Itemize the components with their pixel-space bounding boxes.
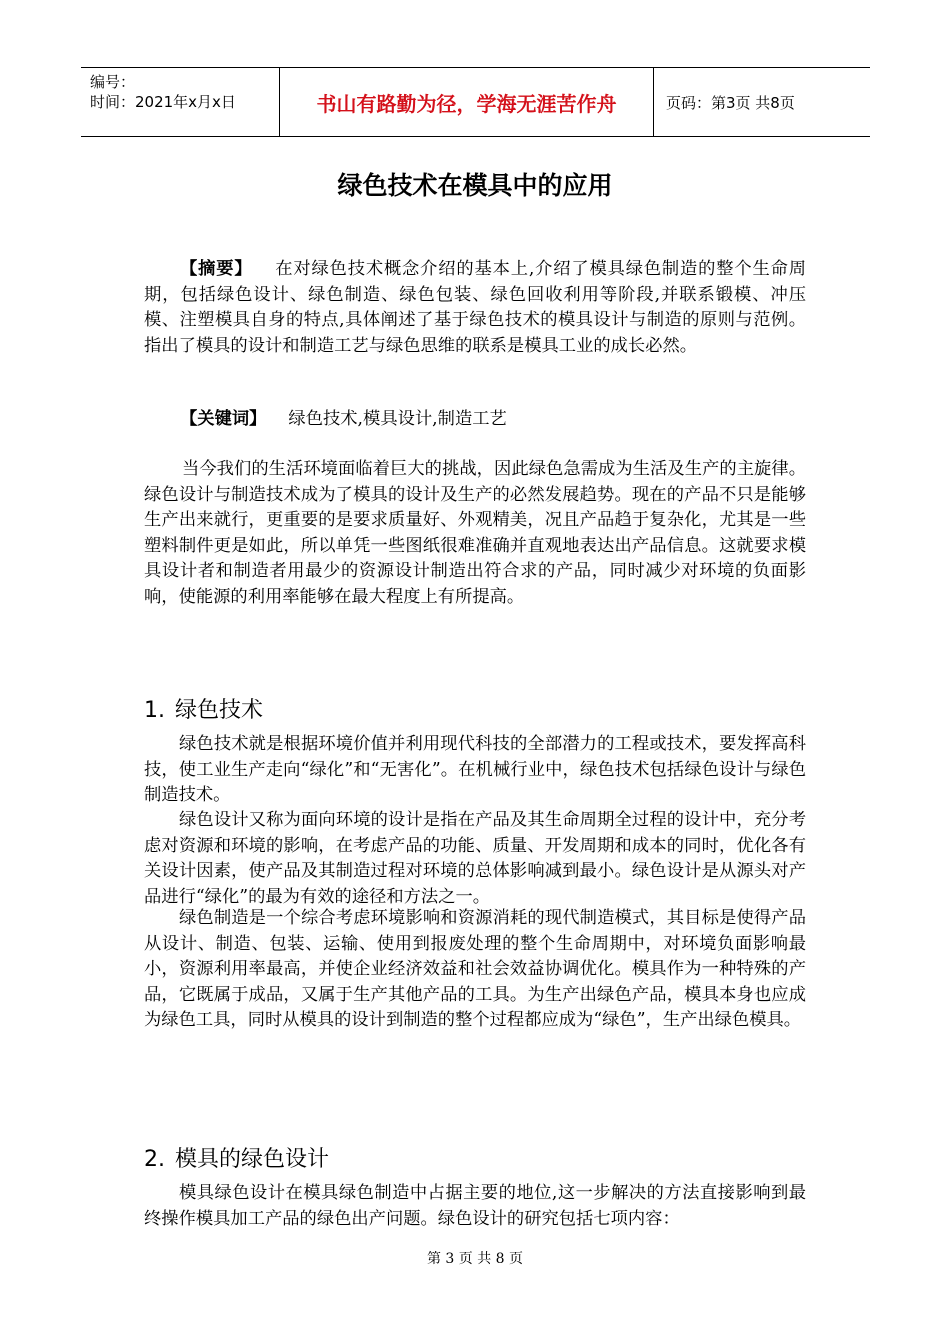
document-title: 绿色技术在模具中的应用 xyxy=(337,171,613,200)
page-header xyxy=(81,67,870,137)
keywords-text: 绿色技术,模具设计,制造工艺 xyxy=(288,409,507,429)
keywords-paragraph xyxy=(144,407,806,433)
abstract-paragraph xyxy=(144,257,806,359)
abstract-text: 在对绿色技术概念介绍的基本上,介绍了模具绿色制造的整个生命周期，包括绿色设计、绿色制造、绿色包装、绿色回收利用等阶段,并联系锻模、冲压模、注塑模具自身的特点,具体阐述了基于绿色技术的模具设计与制造的原则与范例。指出了模具的设计和制造工艺与绿色思维的联系是模具工业的成长必然。 xyxy=(144,259,806,356)
page-footer: 第 3 页 共 8 页 xyxy=(426,1251,524,1267)
header-meta xyxy=(81,68,280,136)
time-label: 时间：2021年x月x日 xyxy=(90,93,236,111)
section-2-title: 模具的绿色设计 xyxy=(175,1147,330,1172)
section-1-paragraph-1: 绿色技术就是根据环境价值并利用现代科技的全部潜力的工程或技术，要发挥高科技，使工业生产走向“绿化”和“无害化”。在机械行业中，绿色技术包括绿色设计与绿色制造技术。 xyxy=(144,734,806,806)
header-motto: 书山有路勤为径，学海无涯苦作舟 xyxy=(280,68,654,136)
section-1-heading xyxy=(144,693,263,724)
number-label: 编号： xyxy=(90,73,136,91)
section-2-paragraph-1: 模具绿色设计在模具绿色制造中占据主要的地位,这一步解决的方法直接影响到最终操作模具加工产品的绿色出产问题。绿色设计的研究包括七项内容： xyxy=(144,1183,806,1229)
section-1-title: 绿色技术 xyxy=(175,698,264,723)
section-2-number: 2. xyxy=(144,1147,165,1172)
intro-paragraph: 当今我们的生活环境面临着巨大的挑战，因此绿色急需成为生活及生产的主旋律。绿色设计与制造技术成为了模具的设计及生产的必然发展趋势。现在的产品不只是能够生产出来就行，更重要的是要求质量好、外观精美，况且产品趋于复杂化，尤其是一些塑料制件更是如此，所以单凭一些图纸很难准确并直观地表达出产品信息。这就要求模具设计者和制造者用最少的资源设计制造出符合求的产品，同时减少对环境的负面影响，使能源的利用率能够在最大程度上有所提高。 xyxy=(144,459,806,607)
section-1-paragraph-2: 绿色设计又称为面向环境的设计是指在产品及其生命周期全过程的设计中，充分考虑对资源和环境的影响，在考虑产品的功能、质量、开发周期和成本的同时，优化各有关设计因素，使产品及其制造过程对环境的总体影响减到最小。绿色设计是从源头对产品进行“绿化”的最为有效的途径和方法之一。 xyxy=(144,810,806,907)
header-page-info: 页码：第3页 共8页 xyxy=(666,93,795,112)
keywords-label: 【关键词】 xyxy=(180,409,267,429)
section-1-paragraph-3: 绿色制造是一个综合考虑环境影响和资源消耗的现代制造模式，其目标是使得产品从设计、制造、包装、运输、使用到报废处理的整个生命周期中，对环境负面影响最小，资源利用率最高，并使企业经济效益和社会效益协调优化。模具作为一种特殊的产品，它既属于成品，又属于生产其他产品的工具。为生产出绿色产品，模具本身也应成为绿色工具，同时从模具的设计到制造的整个过程都应成为“绿色”，生产出绿色模具。 xyxy=(144,908,806,1031)
section-1-number: 1. xyxy=(144,698,165,723)
section-2-heading xyxy=(144,1142,329,1173)
abstract-label: 【摘要】 xyxy=(180,259,253,279)
